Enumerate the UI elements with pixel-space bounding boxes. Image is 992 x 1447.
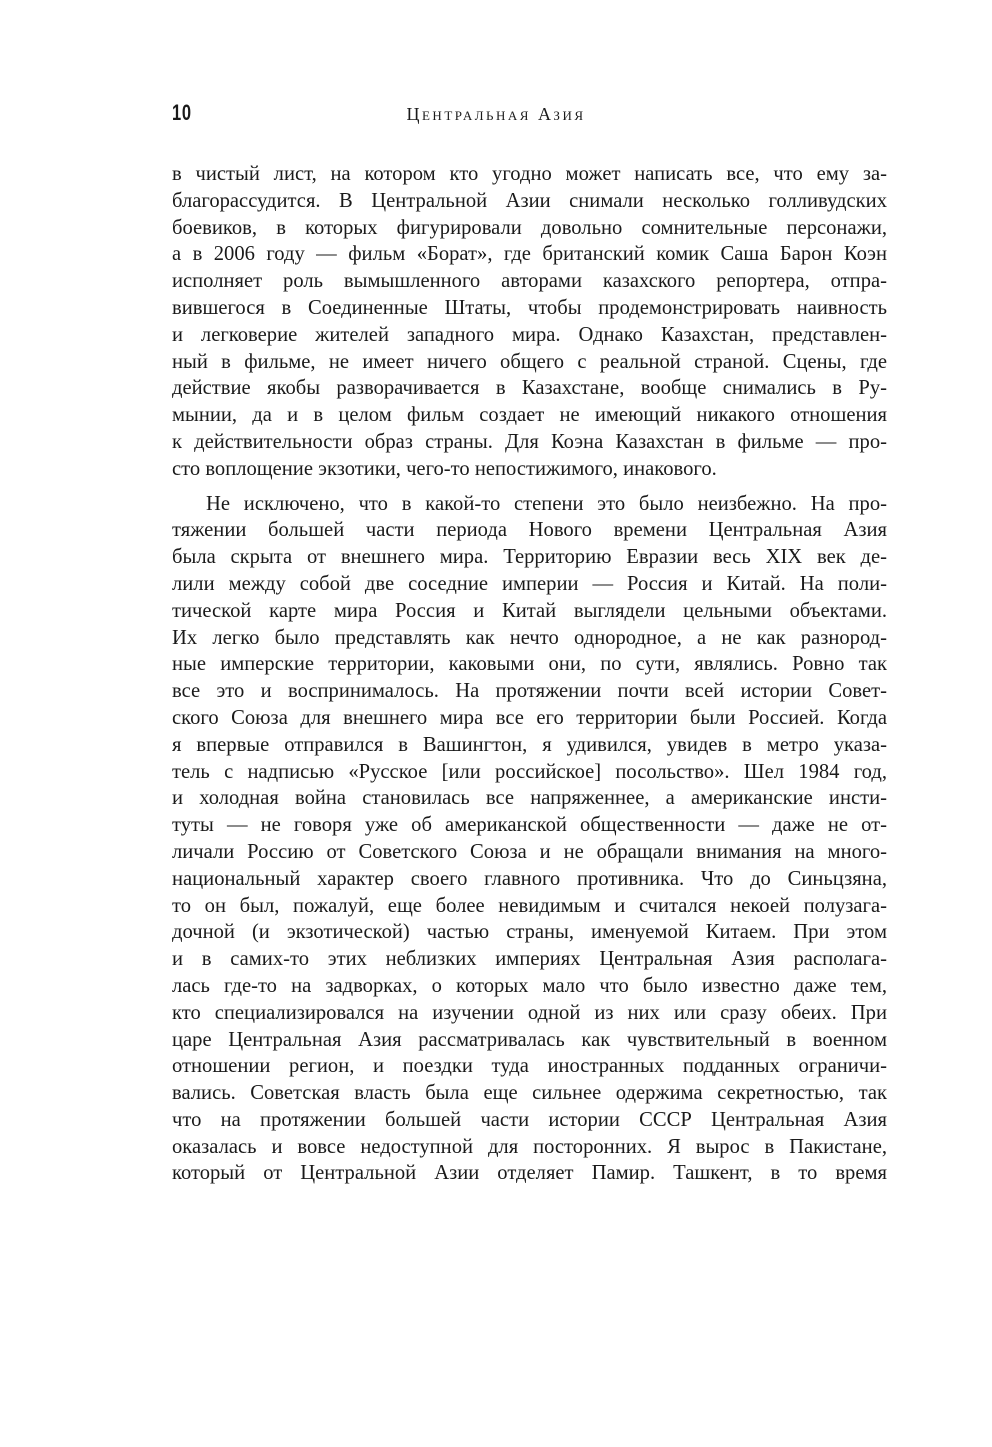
text-line: ный в фильме, не имеет ничего общего с реальной страной. Сцены, где: [172, 350, 887, 373]
text-line: и в самих-то этих неблизких империях Центральная Азия располага-: [172, 948, 887, 971]
text-line: дочной (и экзотической) частью страны, именуемой Китаем. При этом: [172, 921, 887, 944]
text-line: тической карте мира Россия и Китай выглядели цельными объектами.: [172, 599, 887, 622]
text-line: и легковерие жителей западного мира. Однако Казахстан, представлен-: [172, 323, 887, 346]
text-line: туты — не говоря уже об американской общественности — даже не от-: [172, 814, 887, 837]
text-line: лась где-то на задворках, о которых мало что было известно даже тем,: [172, 974, 887, 997]
text-line: все это и воспринималось. На протяжении почти всей истории Совет-: [172, 680, 887, 703]
text-line: мынии, да и в целом фильм создает не имеющий никакого отношения: [172, 404, 887, 427]
text-line: тяжении большей части периода Нового времени Центральная Азия: [172, 519, 887, 542]
text-line: вались. Советская власть была еще сильнее одержима секретностью, так: [172, 1082, 887, 1105]
text-line: кто специализировался на изучении одной из них или сразу обеих. При: [172, 1001, 887, 1024]
text-line: что на протяжении большей части истории СССР Центральная Азия: [172, 1108, 887, 1131]
text-line: вившегося в Соединенные Штаты, чтобы продемонстрировать наивность: [172, 296, 887, 319]
text-line: личали Россию от Советского Союза и не обращали внимания на много-: [172, 840, 887, 863]
text-line: Их легко было представлять как нечто однородное, а не как разнород-: [172, 626, 887, 649]
text-line: то он был, пожалуй, еще более невидимым и считался некоей полузага-: [172, 894, 887, 917]
text-line: а в 2006 году — фильм «Борат», где британский комик Саша Барон Коэн: [172, 243, 887, 266]
text-line: Не исключено, что в какой-то степени это было неизбежно. На про-: [206, 492, 887, 515]
text-line: боевиков, в которых фигурировали довольно сомнительные персонажи,: [172, 216, 887, 239]
text-line: ского Союза для внешнего мира все его территории были Россией. Когда: [172, 706, 887, 729]
text-line: тель с надписью «Русское [или российское] посольство». Шел 1984 год,: [172, 760, 887, 783]
body-text: [172, 161, 887, 1187]
running-title: Центральная Азия: [406, 104, 586, 124]
text-line: исполняет роль вымышленного авторами казахского репортера, отпра-: [172, 270, 887, 293]
text-line: и холодная война становилась все напряженнее, а американские инсти-: [172, 787, 887, 810]
text-line: я впервые отправился в Вашингтон, я удивился, увидев в метро указа-: [172, 733, 887, 756]
text-line: отношении регион, и поездки туда иностранных подданных ограничи-: [172, 1055, 887, 1078]
text-line: национальный характер своего главного противника. Что до Синьцзяна,: [172, 867, 887, 890]
text-line: была скрыта от внешнего мира. Территорию Евразии весь XIX век де-: [172, 546, 887, 569]
text-line: к действительности образ страны. Для Коэна Казахстан в фильме — про-: [172, 430, 887, 453]
text-line: ные имперские территории, каковыми они, по сути, являлись. Ровно так: [172, 653, 887, 676]
paragraph: [172, 161, 887, 483]
text-line: который от Центральной Азии отделяет Памир. Ташкент, в то время: [172, 1162, 887, 1185]
text-line: царе Центральная Азия рассматривалась как чувствительный в военном: [172, 1028, 887, 1051]
paragraph: [172, 491, 887, 1188]
text-line: оказалась и вовсе недоступной для посторонних. Я вырос в Пакистане,: [172, 1135, 887, 1158]
text-line: лили между собой две соседние империи — Россия и Китай. На поли-: [172, 572, 887, 595]
text-line: благорассудится. В Центральной Азии снимали несколько голливудских: [172, 189, 887, 212]
text-line: действие якобы разворачивается в Казахстане, вообще снимались в Ру-: [172, 377, 887, 400]
text-line: сто воплощение экзотики, чего-то непостижимого, инакового.: [172, 457, 717, 480]
paragraph-gap: [172, 483, 887, 491]
text-line: в чистый лист, на котором кто угодно может написать все, что ему за-: [172, 163, 887, 185]
page-number: 10: [172, 100, 192, 125]
